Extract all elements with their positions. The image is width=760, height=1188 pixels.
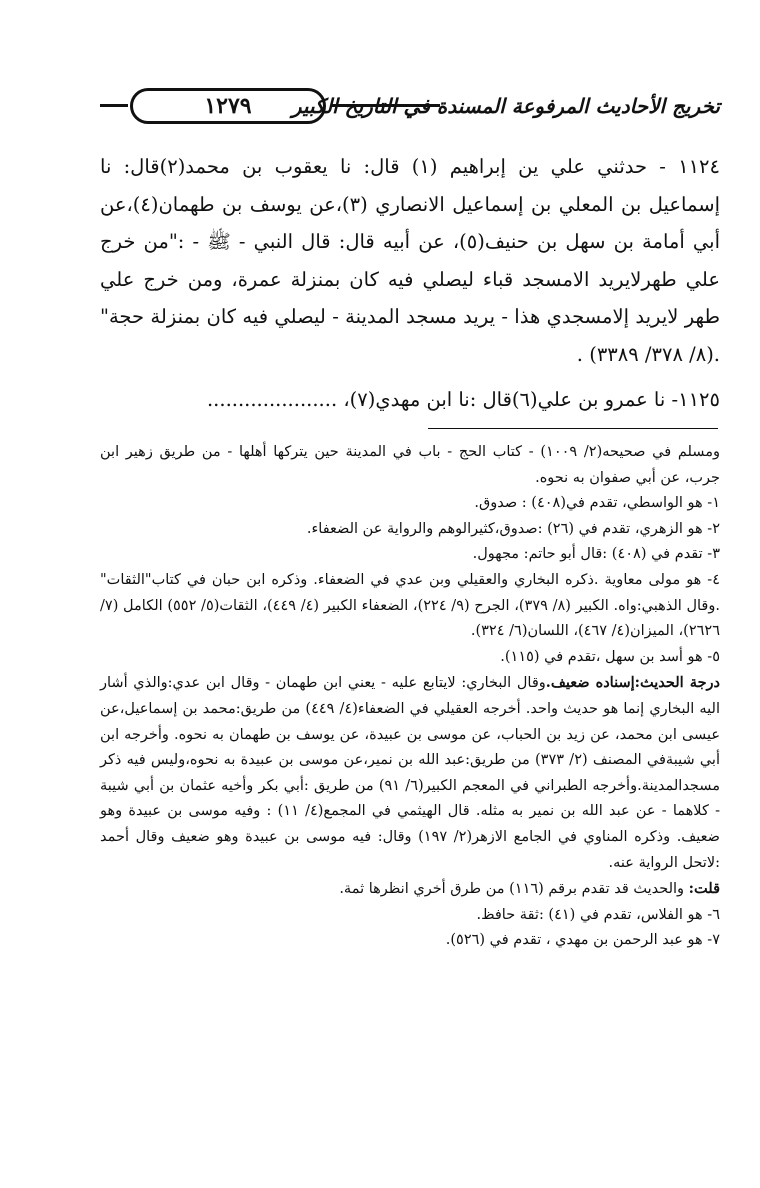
footnote-separator bbox=[428, 428, 718, 429]
header-rule bbox=[332, 104, 440, 107]
footnote-3: ٣- تقدم في (٤٠٨) :قال أبو حاتم: مجهول. bbox=[472, 546, 720, 563]
qultu-text: والحديث قد تقدم برقم (١١٦) من طرق أخري انظرها ثمة. bbox=[339, 881, 689, 898]
author-note bbox=[100, 876, 720, 903]
footnote-6: ٦- هو الفلاس، تقدم في (٤١) :ثقة حافظ. bbox=[476, 906, 720, 923]
footnote-1: ١- هو الواسطي، تقدم في(٤٠٨) : صدوق. bbox=[474, 495, 720, 512]
footnote-7: ٧- هو عبد الرحمن بن مهدي ، تقدم في (٥٢٦). bbox=[445, 932, 720, 949]
running-title: تخريج الأحاديث المرفوعة المسندة في التاريخ الكبير bbox=[291, 94, 720, 118]
hadith-grade bbox=[100, 670, 720, 876]
footnote-5: ٥- هو أسد بن سهل ،تقدم في (١١٥). bbox=[500, 648, 720, 665]
footnote-continuation: ومسلم في صحيحه(٢/ ١٠٠٩) - كتاب الحج - باب في المدينة حين يتركها أهلها - من طريق زهير ابن جرب، عن أبي صفوان به نحوه. bbox=[100, 444, 720, 486]
footnote-4: ٤- هو مولى معاوية .ذكره البخاري والعقيلي وبن عدي في الضعفاء. وذكره ابن حبان في كتاب"الثقات" .وقال الذهبي:واه. الكبير (٨/ ٣٧٩)، الجرح (٩/ ٢٢٤)، الضعفاء الكبير (٤/ ٤٤٩)، الثقات(٥/ ٥٥٢) الكامل (٧/ ٢٦٢٦)، الميزان(٤/ ٤٦٧)، اللسان(٦/ ٣٢٤). bbox=[100, 571, 720, 640]
footnotes bbox=[100, 440, 720, 954]
qultu-label: قلت: bbox=[688, 880, 720, 898]
header-rule bbox=[100, 104, 128, 107]
page-header bbox=[100, 88, 720, 132]
grade-text: وقال البخاري: لايتابع عليه - يعني ابن طهمان - وقال ابن عدي:والذي أشار اليه البخاري إنما هو حديث واحد. أخرجه العقيلي في الضعفاء(٤/ ٤٤٩) من طريق:محمد بن إسماعيل،عن عيسى ابن محمد، عن زيد بن الحباب، عن موسى بن عبيدة، عن يوسف بن طهمان به نحوه. وأخرجه ابن أبي شيبةفي المصنف (٢/ ٣٧٣) من طريق:عبد الله بن نمير،عن موسى بن عبيدة به نحوه،وليس فيه ذكر مسجدالمدينة.وأخرجه الطبراني في المعجم الكبير(٦/ ٩١) من طريق :أبي بكر وأخيه عثمان بن أبي شيبة - كلاهما - عن عبد الله بن نمير به مثله. قال الهيثمي في المجمع(٤/ ١١) : وفيه موسى بن عبيدة وهو ضعيف. وذكره المناوي في الجامع الازهر(٢/ ١٩٧) وقال: فيه موسى بن عبيدة وهو ضعيف وقال أحمد :لاتحل الرواية عنه. bbox=[100, 675, 720, 871]
footnote-2: ٢- هو الزهري، تقدم في (٢٦) :صدوق،كثيرالوهم والرواية عن الضعفاء. bbox=[306, 520, 720, 537]
main-text bbox=[100, 148, 720, 419]
hadith-1125: ١١٢٥- نا عمرو بن علي(٦)قال :نا ابن مهدي(٧)، ..................... bbox=[206, 388, 720, 411]
grade-label: درجة الحديث:إسناده ضعيف. bbox=[545, 674, 721, 692]
hadith-1124: ١١٢٤ - حدثني علي ين إبراهيم (١) قال: نا يعقوب بن محمد(٢)قال: نا إسماعيل بن المعلي بن إسماعيل الانصاري (٣)،عن يوسف بن طهمان(٤)،عن أبي أمامة بن سهل بن حنيف(٥)، عن أبيه قال: قال النبي - ﷺ - :"من خرج علي طهرلايريد الامسجد قباء ليصلي فيه كان بمنزلة عمرة، ومن خرج علي طهر لايريد إلامسجدي هذا - يريد مسجد المدينة - ليصلي فيه كان بمنزلة حجة" .(٨/ ٣٧٨/ ٣٣٨٩) . bbox=[100, 155, 720, 366]
page-number-badge: ١٢٧٩ bbox=[130, 88, 326, 124]
